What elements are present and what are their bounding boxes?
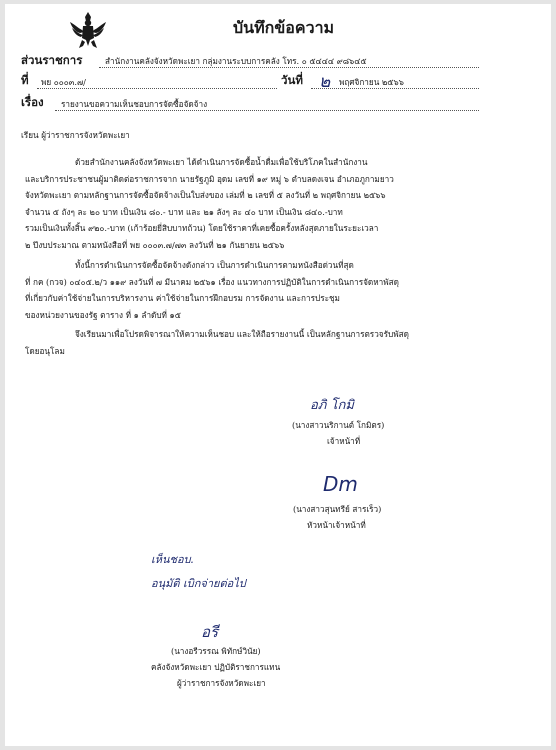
salutation: เรียน ผู้ว่าราชการจังหวัดพะเยา <box>21 130 130 140</box>
signature-3-name: (นางอรีวรรณ พิทักษ์วินัย) <box>171 646 261 656</box>
subject-value: รายงานขอความเห็นชอบการจัดซื้อจัดจ้าง <box>61 99 208 109</box>
signature-1-name: (นางสาวนริกานต์ โกมิตร) <box>292 420 385 430</box>
garuda-emblem-icon <box>68 10 108 50</box>
paragraph-2 <box>25 257 399 323</box>
paragraph-line: รวมเป็นเงินทั้งสิ้น ๙๒๐.-บาท (เก้าร้อยยี่สิบบาทถ้วน) โดยใช้ราคาที่เคยซื้อครั้งหลังสุดภายในระยะเวลา <box>25 223 379 233</box>
agency-value: สำนักงานคลังจังหวัดพะเยา กลุ่มงานระบบการคลัง โทร. ๐ ๕๔๔๔ ๙๘๖๔๕ <box>105 56 367 66</box>
date-dotline <box>311 88 479 89</box>
ref-dotline <box>37 88 277 89</box>
agency-dotline <box>99 67 479 68</box>
signature-2-name: (นางสาวสุนทรีย์ สารเร็ว) <box>293 504 382 514</box>
paragraph-line: จึงเรียนมาเพื่อโปรดพิจารณาให้ความเห็นชอบ และให้ถือรายงานนี้ เป็นหลักฐานการตรวจรับพัสดุ <box>75 329 409 339</box>
signature-3-scribble: อรี <box>201 623 219 641</box>
signature-1-scribble: อภิ โกมิ <box>310 398 354 413</box>
date-label: วันที่ <box>281 73 303 87</box>
document-page <box>5 4 551 746</box>
subject-dotline <box>55 110 479 111</box>
subject-label: เรื่อง <box>21 95 44 109</box>
signature-3-position-1: คลังจังหวัดพะเยา ปฏิบัติราชการแทน <box>151 662 281 672</box>
paragraph-line: ทั้งนี้การดำเนินการจัดซื้อจัดจ้างดังกล่าว เป็นการดำเนินการตามหนังสือด่วนที่สุด <box>75 260 354 270</box>
date-value: พฤศจิกายน ๒๕๖๖ <box>339 77 404 87</box>
signature-2-position: หัวหน้าเจ้าหน้าที่ <box>307 520 366 530</box>
date-day-handwritten: ๒ <box>319 72 331 92</box>
paragraph-line: และบริการประชาชนผู้มาติดต่อราชการจาก นายรัฐภูมิ อุดม เลขที่ ๑๙ หมู่ ๖ ตำบลดงเจน อำเภอภูกามยาว <box>25 173 394 184</box>
approval-handwritten-line-2: อนุมัติ เบิกจ่ายต่อไป <box>151 577 246 590</box>
ref-value: พย ๐๐๐๓.๗/ <box>41 77 86 87</box>
paragraph-line: ๒ ปีงบประมาณ ตามหนังสือที่ พย ๐๐๐๓.๗/๗๓ ลงวันที่ ๒๑ กันยายน ๒๕๖๖ <box>25 239 285 250</box>
paragraph-line: ด้วยสำนักงานคลังจังหวัดพะเยา ได้ดำเนินการจัดซื้อน้ำดื่มเพื่อใช้บริโภคในสำนักงาน <box>75 157 368 167</box>
agency-label: ส่วนราชการ <box>21 53 83 67</box>
memo-title: บันทึกข้อความ <box>233 18 335 37</box>
signature-1-position: เจ้าหน้าที่ <box>327 436 361 446</box>
paragraph-line: ที่เกี่ยวกับค่าใช้จ่ายในการบริหารงาน ค่าใช้จ่ายในการฝึกอบรม การจัดงาน และการประชุม <box>25 293 340 303</box>
paragraph-1 <box>25 154 394 253</box>
paragraph-line: จำนวน ๕ ถังๆ ละ ๒๐ บาท เป็นเงิน ๘๐.- บาท และ ๒๑ ลังๆ ละ ๔๐ บาท เป็นเงิน ๘๔๐.-บาท <box>25 206 343 217</box>
signature-2-scribble: Dm <box>323 472 358 496</box>
paragraph-line: ที่ กค (กวจ) ๐๔๐๕.๒/ว ๑๑๙ ลงวันที่ ๗ มีนาคม ๒๕๖๑ เรื่อง แนวทางการปฏิบัติในการดำเนินการจัดหาพัสดุ <box>25 276 399 287</box>
approval-handwritten-line-1: เห็นชอบ. <box>151 553 195 566</box>
paragraph-3 <box>25 326 409 359</box>
paragraph-line: โดยอนุโลม <box>25 345 65 356</box>
paragraph-line: จังหวัดพะเยา ตามหลักฐานการจัดซื้อจัดจ้างเป็นใบส่งของ เล่มที่ ๒ เลขที่ ๕ ลงวันที่ ๒ พฤศจิกายน ๒๕๖๖ <box>25 190 386 200</box>
paragraph-line: ของหน่วยงานของรัฐ ตาราง ที่ ๑ ลำดับที่ ๑๕ <box>25 309 181 320</box>
ref-label: ที่ <box>21 73 29 87</box>
signature-3-position-2: ผู้ว่าราชการจังหวัดพะเยา <box>177 678 266 688</box>
